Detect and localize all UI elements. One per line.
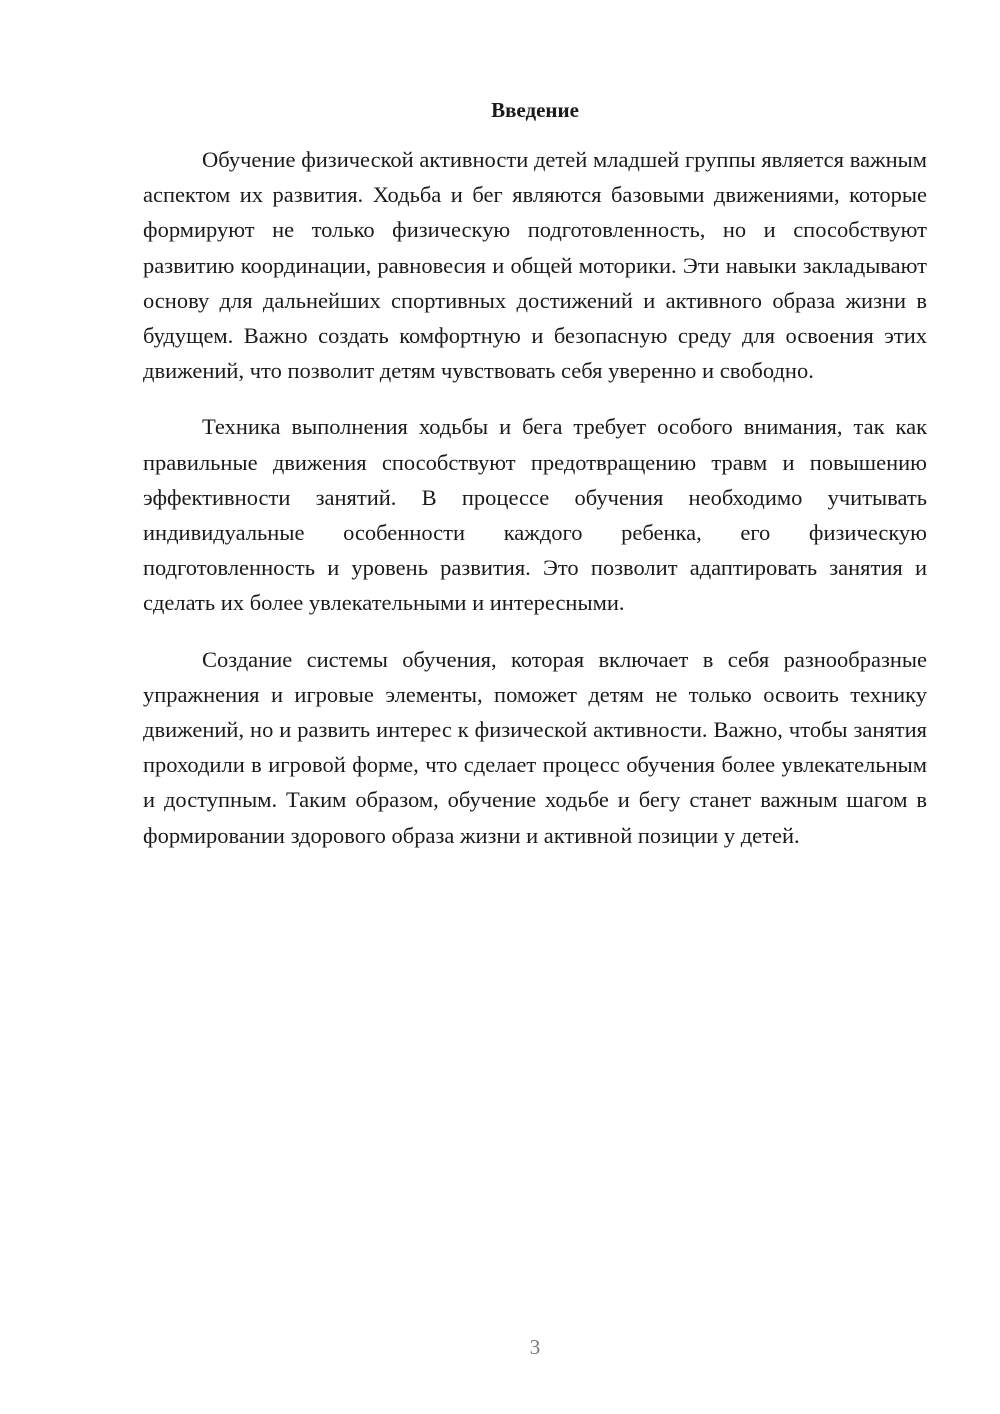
section-heading: Введение [491,98,579,122]
page-content [143,96,927,853]
page-number: 3 [529,1335,541,1359]
paragraph-2: Техника выполнения ходьбы и бега требует особого внимания, так как правильные движения способствуют предотвращению травм и повышению эффективности занятий. В процессе обучения необходимо учитывать индивидуальные особенности каждого ребенка, его физическую подготовленность и уровень развития. Это позволит адаптировать занятия и сделать их более увлекательными и интересными. [143,414,927,616]
paragraph-1: Обучение физической активности детей младшей группы является важным аспектом их развития. Ходьба и бег являются базовыми движениями, которые формируют не только физическую подготовленность, но и способствуют развитию координации, равновесия и общей моторики. Эти навыки закладывают основу для дальнейших спортивных достижений и активного образа жизни в будущем. Важно создать комфортную и безопасную среду для освоения этих движений, что позволит детям чувствовать себя уверенно и свободно. [143,147,927,384]
paragraph-3: Создание системы обучения, которая включает в себя разнообразные упражнения и игровые элементы, поможет детям не только освоить технику движений, но и развить интерес к физической активности. Важно, чтобы занятия проходили в игровой форме, что сделает процесс обучения более увлекательным и доступным. Таким образом, обучение ходьбе и бегу станет важным шагом в формировании здорового образа жизни и активной позиции у детей. [143,646,927,848]
